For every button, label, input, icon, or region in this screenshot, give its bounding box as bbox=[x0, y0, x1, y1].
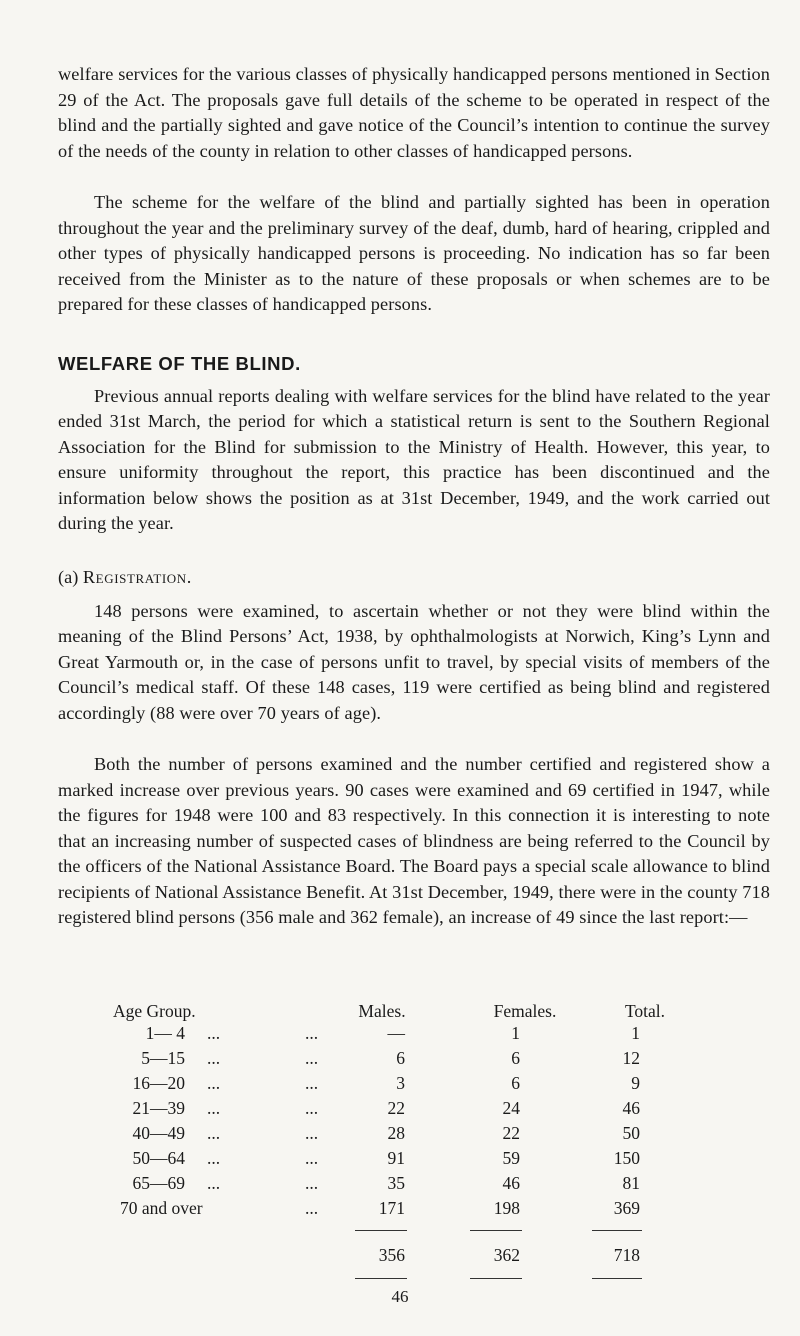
row-males: 22 bbox=[387, 1098, 405, 1118]
row-males: 35 bbox=[387, 1173, 405, 1193]
sum-rule bbox=[355, 1230, 407, 1231]
paragraph-5: Both the number of persons examined and the number certified and registered show a marked increase over previous years. 90 cases were examined and 69 certified in 1947, while the figures for 1948 were 100 and 83 respectively. In this connection it is interesting to note that an increasing number of suspected cases of blindness are being referred to the Council by the officers of the National Assistance Board. The Board pays a special scale allowance to blind recipients of National Assistance Benefit. At 31st December, 1949, there were in the county 718 registered blind persons (356 male and 362 female), an increase of 49 since the last report:— bbox=[58, 754, 770, 927]
row-age-group: 50—64 bbox=[132, 1148, 185, 1168]
row-females: 6 bbox=[511, 1073, 520, 1093]
row-males: 91 bbox=[387, 1148, 405, 1168]
row-leader-dots: ... bbox=[305, 1173, 319, 1193]
row-females: 22 bbox=[502, 1123, 520, 1143]
row-leader-dots: ... bbox=[207, 1098, 221, 1118]
row-age-group: 70 and over bbox=[120, 1198, 203, 1218]
row-females: 198 bbox=[493, 1198, 520, 1218]
row-total: 12 bbox=[622, 1048, 640, 1068]
row-total: 81 bbox=[622, 1173, 640, 1193]
paragraph-1: welfare services for the various classes of physically handicapped persons mentioned in Section 29 of the Act. The proposals gave full details of the scheme to be operated in respect of the blind and the partially sighted and gave notice of the Council’s intention to continue the survey of the needs of the county in relation to other classes of handicapped persons. bbox=[58, 64, 770, 161]
subsection-title: Registration. bbox=[82, 566, 192, 587]
section-heading: WELFARE OF THE BLIND. bbox=[58, 352, 301, 374]
sum-rule bbox=[592, 1278, 642, 1279]
paragraph-3: Previous annual reports dealing with welfare services for the blind have related to the year ended 31st March, the period for which a statistical return is sent to the Southern Regional Association for the Blind for submission to the Ministry of Health. However, this year, to ensure uniformity throughout the report, this practice has been discontinued and the information below shows the position as at 31st December, 1949, and the work carried out during the year. bbox=[58, 385, 770, 533]
sum-rule bbox=[592, 1230, 642, 1231]
total-males: 356 bbox=[378, 1245, 405, 1265]
row-males: — bbox=[387, 1023, 405, 1043]
row-total: 9 bbox=[631, 1073, 640, 1093]
row-males: 171 bbox=[378, 1198, 405, 1218]
row-age-group: 40—49 bbox=[132, 1123, 185, 1143]
page-number: 46 bbox=[391, 1287, 409, 1306]
row-age-group: 1— 4 bbox=[145, 1023, 185, 1043]
header-females: Females. bbox=[493, 1001, 557, 1021]
row-total: 50 bbox=[622, 1123, 640, 1143]
row-leader-dots: ... bbox=[207, 1123, 221, 1143]
sum-rule bbox=[470, 1230, 522, 1231]
row-total: 46 bbox=[622, 1098, 640, 1118]
paragraph-2: The scheme for the welfare of the blind and partially sighted has been in operation throughout the year and the preliminary survey of the deaf, dumb, hard of hearing, crippled and other types of physically handicapped persons is proceeding. No indication has so far been received from the Minister as to the nature of these proposals or when schemes are to be prepared for these classes of handicapped persons. bbox=[58, 192, 770, 314]
subsection-label: (a) bbox=[58, 566, 79, 587]
row-females: 24 bbox=[502, 1098, 520, 1118]
row-leader-dots: ... bbox=[207, 1173, 221, 1193]
row-leader-dots: ... bbox=[305, 1048, 319, 1068]
row-age-group: 16—20 bbox=[132, 1073, 185, 1093]
row-age-group: 21—39 bbox=[132, 1098, 185, 1118]
row-total: 1 bbox=[631, 1023, 640, 1043]
row-females: 59 bbox=[502, 1148, 520, 1168]
row-leader-dots: ... bbox=[305, 1148, 319, 1168]
row-females: 46 bbox=[502, 1173, 520, 1193]
sum-rule bbox=[470, 1278, 522, 1279]
total-females: 362 bbox=[493, 1245, 520, 1265]
row-age-group: 5—15 bbox=[141, 1048, 185, 1068]
row-leader-dots: ... bbox=[207, 1048, 221, 1068]
row-males: 6 bbox=[396, 1048, 405, 1068]
header-total: Total. bbox=[624, 1001, 666, 1021]
row-males: 28 bbox=[387, 1123, 405, 1143]
header-age-group: Age Group. bbox=[113, 1001, 196, 1021]
row-leader-dots: ... bbox=[305, 1023, 319, 1043]
row-males: 3 bbox=[396, 1073, 405, 1093]
row-total: 369 bbox=[613, 1198, 640, 1218]
header-males: Males. bbox=[358, 1001, 406, 1021]
row-leader-dots: ... bbox=[207, 1023, 221, 1043]
row-leader-dots: ... bbox=[305, 1198, 319, 1218]
row-females: 1 bbox=[511, 1023, 520, 1043]
row-age-group: 65—69 bbox=[132, 1173, 185, 1193]
paragraph-4: 148 persons were examined, to ascertain whether or not they were blind within the meaning of the Blind Persons’ Act, 1938, by ophthalmologists at Norwich, King’s Lynn and Great Yarmouth or, in the case of persons unfit to travel, by special visits of members of the Council’s medical staff. Of these 148 cases, 119 were certified as being blind and registered accordingly (88 were over 70 years of age). bbox=[58, 600, 770, 723]
row-females: 6 bbox=[511, 1048, 520, 1068]
row-leader-dots: ... bbox=[305, 1123, 319, 1143]
row-leader-dots: ... bbox=[207, 1148, 221, 1168]
row-total: 150 bbox=[613, 1148, 640, 1168]
sum-rule bbox=[355, 1278, 407, 1279]
row-leader-dots: ... bbox=[305, 1098, 319, 1118]
total-total: 718 bbox=[613, 1245, 640, 1265]
row-leader-dots: ... bbox=[305, 1073, 319, 1093]
row-leader-dots: ... bbox=[207, 1073, 221, 1093]
